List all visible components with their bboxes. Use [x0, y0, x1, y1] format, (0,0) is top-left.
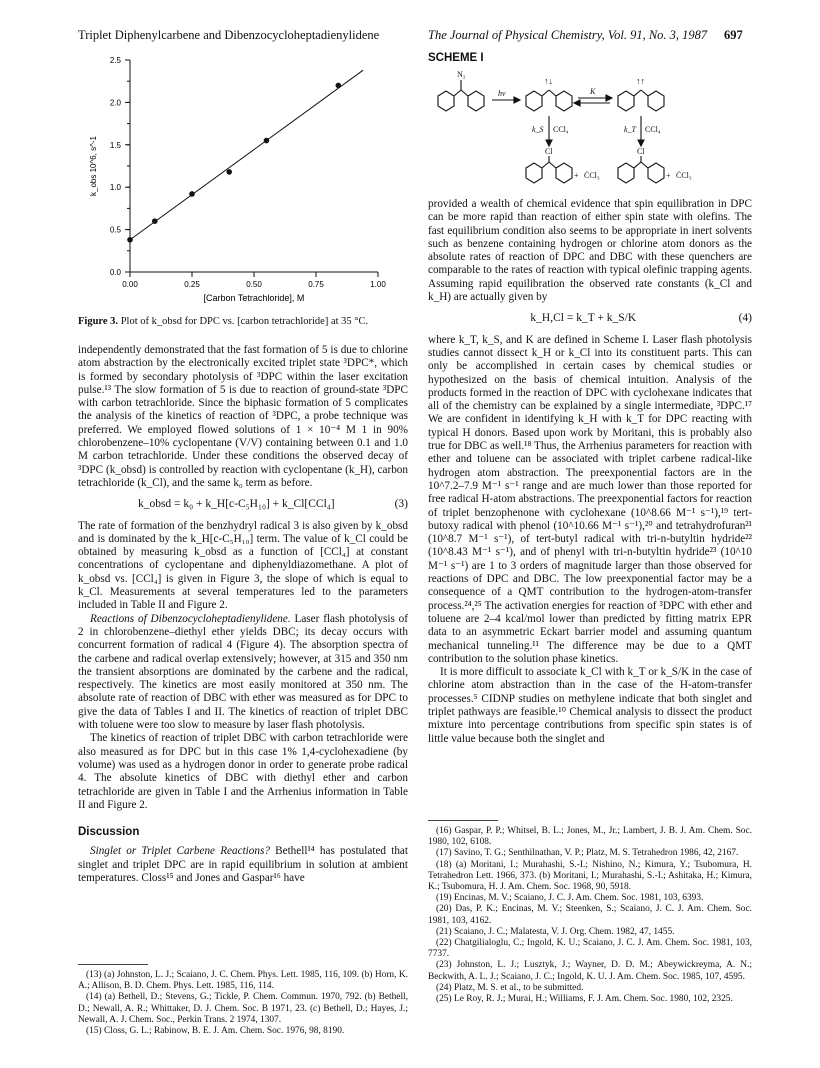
scheme-title: SCHEME I: [428, 52, 484, 64]
footnote-rule-left: [78, 964, 148, 965]
data-point: [152, 218, 158, 224]
reference-item: (16) Gaspar, P. P.; Whitsel, B. L.; Jones, M., Jr.; Lambert, J. B. J. Am. Chem. Soc. 1980, 102, 6108.: [428, 826, 752, 848]
reference-item: (25) Le Roy, R. J.; Murai, H.; Williams, F. J. Am. Chem. Soc. 1980, 102, 2325.: [436, 994, 733, 1005]
reference-item: (23) Johnston, L. J.; Lusztyk, J.; Wayner, D. D. M.; Abeywickreyma, A. N.; Beckwith, A. L. J.; Scaiano, J. C.; Ingold, K. U. J. Am. Chem. Soc. 1985, 107, 4595.: [428, 960, 752, 982]
singlet-spin-arrows: ↑↓: [544, 76, 553, 86]
ks-label: k_S: [532, 125, 544, 134]
paragraph: where k_T, k_S, and K are defined in Scheme I. Laser flash photolysis studies cannot dissect k_H or k_Cl into its constituent parts. This can only be accomplished in certain cases by chemical studies or hypothesized on the basis of chemical intuition. Analysis of the products formed in the reaction of DPC with cyclohexane indicates that all of the chemistry can be explained by a single intermediate, ³DPC.¹⁷ We are confident in identifying k_H with k_T for DPC reacting with typical H donors. Based upon work by Moritani, this is probably also true for DBC as well.¹⁸ Thus, the Arrhenius parameters for reaction with ether and toluene can be associated with triplet carbene radical-like hydrogen atom abstraction. The preexponential factors are in the 10^7.2–7.9 M⁻¹ s⁻¹ range and are much lower than those reported for free radical H-atom abstractions. The preexponential factors for reaction of triplet benzophenone with cyclohexane (10^8.66 M⁻¹ s⁻¹),¹⁹ tert-butoxy radical with phenol (10^10.66 M⁻¹ s⁻¹),²⁰ and tetrahydrofuran²¹ (10^8.7 M⁻¹ s⁻¹), of tert-butyl radical with tri-n-butyltin hydride²² (10^8.43 M⁻¹ s⁻¹), and of phenyl with tri-n-butyltin hydride²³ (10^10 M⁻¹ s⁻¹) are 1 to 3 orders of magnitude larger than those observed for reactions of DPC and DBC. The low preexponential factor may be a consequence of a QMT contribution to the hydrogen-atom-transfer process.²⁴,²⁵ The activation energies for reaction of ³DPC with ether and toluene are 2–4 kcal/mol lower than predicted by fitting matrix EPR data to an asymmetric Eckart barrier model and assuming quantum mechanical tunneling.¹¹ The difference may be due to a QMT contribution to the solution phase kinetics.: [428, 333, 752, 665]
equation-4: [428, 312, 752, 325]
chloride-product-1: [526, 156, 572, 183]
k-label: K: [590, 87, 596, 96]
data-point: [264, 138, 270, 144]
equation-4-formula: k_H,Cl = k_T + k_S/K: [530, 312, 637, 325]
ccl4-label-2: CCl₄: [645, 125, 661, 134]
subsection-run-in-heading: Singlet or Triplet Carbene Reactions?: [90, 845, 270, 858]
data-point: [189, 191, 195, 197]
ccl4-label-1: CCl₄: [553, 125, 569, 134]
ccl3-label-2: ĊCl₃: [676, 171, 692, 180]
x-tick-label: 0.75: [308, 280, 324, 289]
scheme-diagram: [428, 66, 752, 192]
y-tick-label: 0.0: [109, 268, 121, 277]
paragraph: The rate of formation of the benzhydryl radical 3 is also given by k_obsd and is dominated by the k_H[c-C₅H₁₀] term. The value of k_Cl could be obtained by measuring k_obsd as a function of [CCl₄] at constant concentrations of cyclopentane and diphenyldiazomethane. A plot of k_obsd vs. [CCl₄] is given in Figure 3, the slope of which is equal to k_Cl. Measurements at several temperatures led to the parameters included in Table II and Figure 2.: [78, 519, 408, 612]
reference-item: (18) (a) Moritani, I.; Murahashi, S.-I.; Nishino, N.; Kimura, Y.; Tsubomura, H. Tetrahedron Lett. 1966, 373. (b) Moritani, I.; Murahashi, S.-I.; Ashitaka, H.; Kimura, K.; Tsubomura, H. J. Am. Chem. Soc. 1968, 90, 5918.: [428, 859, 752, 893]
equation-4-number: (4): [738, 312, 752, 325]
figure-caption-text: Plot of k_obsd for DPC vs. [carbon tetrachloride] at 35 °C.: [120, 316, 369, 327]
left-references: [78, 970, 408, 1037]
data-point: [127, 237, 133, 243]
figure-caption-label: Figure 3.: [78, 316, 119, 327]
paragraph: provided a wealth of chemical evidence that spin equilibration in DPC can be more rapid than reaction of either spin state with olefins. The fast equilibrium condition also seems to be appropriate in inert solvents such as benzene containing hydrogen or chlorine atom donors as the absolute rates of reaction of DPC and DBC with these quenchers are comparable to the rates of reaction with typical olefinic trapping agents. Assuming rapid equilibration the observed rate constants (k_Cl and k_H) are actually given by: [428, 198, 752, 304]
diazo-compound: [438, 80, 484, 111]
kt-label: k_T: [624, 125, 636, 134]
reference-item: (15) Closs, G. L.; Rabinow, B. E. J. Am. Chem. Soc. 1976, 98, 8190.: [86, 1026, 345, 1037]
paragraph: Singlet or Triplet Carbene Reactions? Bethell¹⁴ has postulated that singlet and triplet DPC are in rapid equilibrium in solution at ambient temperatures. Closs¹⁵ and Jones and Gaspar¹⁶ have: [78, 845, 408, 884]
left-column: [78, 344, 408, 885]
section-heading-discussion: Discussion: [78, 826, 140, 839]
reference-item: (19) Encinas, M. V.; Scaiano, J. C. J. Am. Chem. Soc. 1981, 103, 6393.: [436, 893, 704, 904]
y-axis-label: k_obs 10^6, s^-1: [89, 136, 98, 196]
x-axis-label: [Carbon Tetrachloride], M: [203, 293, 305, 303]
running-head-right: The Journal of Physical Chemistry, Vol. 91, No. 3, 1987: [428, 28, 708, 42]
running-head-left: Triplet Diphenylcarbene and Dibenzocycloheptadienylidene: [78, 28, 380, 42]
x-tick-label: 0.50: [246, 280, 262, 289]
section-run-in-heading: Reactions of Dibenzocycloheptadienylidene.: [90, 612, 291, 625]
figure-3-chart: [78, 50, 408, 312]
n2-label: N₂: [457, 70, 466, 79]
equation-3-number: (3): [394, 498, 408, 511]
paragraph: It is more difficult to associate k_Cl with k_T or k_S/K in the case of chlorine atom abstraction than in the case of the H-atom-transfer processes.⁵ CIDNP studies on methylene indicate that both singlet and triplet pathways are feasible.¹⁰ Chemical analysis to dissect the product mixture into percentage contributions from specific spin states is of little value because both the singlet and: [428, 666, 752, 745]
right-column: [428, 198, 752, 746]
figure-caption: [78, 316, 408, 327]
plus-2: +: [666, 171, 671, 180]
triplet-carbene: [618, 90, 664, 111]
y-tick-label: 2.5: [109, 56, 121, 65]
paragraph: Reactions of Dibenzocycloheptadienylidene. Laser flash photolysis of 2 in chlorobenzene–diethyl ether yields DBC; its decay occurs with concurrent formation of radical 4 (Figure 4). The absorption spectra of the carbene and radical overlap extensively; however, at 315 and 350 nm the transient absorptions are dominated by the carbene and the radical, respectively. The kinetics are most easily monitored at 350 nm. The absolute rate of reaction of DBC with ether was measured as for DPC to give the data of Tables I and II. The kinetics of reaction of triplet DBC with toluene were too slow to measure by laser flash photolysis.: [78, 612, 408, 732]
reference-item: (13) (a) Johnston, L. J.; Scaiano, J. C. Chem. Phys. Lett. 1985, 116, 109. (b) Horn, K. A.; Allison, B. D. Chem. Phys. Lett. 1985, 116, 114.: [78, 970, 408, 992]
paragraph: The kinetics of reaction of triplet DBC with carbon tetrachloride were also measured as for DPC but in this case 1% 1,4-cyclohexadiene (by volume) was used as a hydrogen donor in order to generate probe radical 4. The absolute kinetics of DBC with diethyl ether and carbon tetrachloride are given in Table I and the Arrhenius information in Table II and Figure 2.: [78, 732, 408, 811]
singlet-carbene: [526, 90, 572, 111]
reference-item: (21) Scaiano, J. C.; Malatesta, V. J. Org. Chem. 1982, 47, 1455.: [436, 926, 675, 937]
ccl3-label-1: ĊCl₃: [584, 171, 600, 180]
y-tick-label: 2.0: [109, 98, 121, 108]
x-tick-label: 0.00: [122, 280, 138, 289]
right-references: [428, 826, 752, 1005]
equation-3: [78, 498, 408, 511]
paragraph: independently demonstrated that the fast formation of 5 is due to chlorine atom abstraction by the electronically excited triplet state ³DPC*, which is formed by secondary photolysis of ³DPC within the laser excitation pulse.¹³ The slow formation of 5 is due to reaction of ground-state ³DPC with carbon tetrachloride. Since the biphasic formation of 5 complicates the analysis of the kinetics of reaction of ³DPC, a probe technique was preferred. We employed flowed solutions of 1 × 10⁻⁴ M 1 in 90% chlorobenzene–10% cyclopentane (V/V) containing between 0.1 and 1.0 M carbon tetrachloride. Under these conditions the observed decay of ³DPC (k_obsd) is controlled by reaction with cyclopentane (k_H), carbon tetrachloride (k_Cl), and the same k₀ term as before.: [78, 344, 408, 489]
reference-item: (14) (a) Bethell, D.; Stevens, G.; Tickle, P. Chem. Commun. 1970, 792. (b) Bethell, D.; Newall, A. R.; Whittaker, D. J. Chem. Soc. B 1971, 23. (c) Bethell, D.; Hayes, J.; Newall, A. J. Chem. Soc., Perkin Trans. 2 1974, 1307.: [78, 992, 408, 1025]
page-number: 697: [724, 28, 743, 42]
y-tick-label: 1.0: [109, 183, 121, 193]
chloride-product-2: [618, 156, 664, 183]
hv-label: hν: [498, 89, 506, 98]
x-tick-label: 1.00: [370, 280, 386, 289]
x-tick-label: 0.25: [184, 280, 200, 289]
reference-item: (24) Platz, M. S. et al., to be submitted.: [436, 982, 584, 993]
y-tick-label: 0.5: [109, 225, 121, 235]
reference-item: (22) Chatgilialoglu, C.; Ingold, K. U.; Scaiano, J. C. J. Am. Chem. Soc. 1981, 103, 7737.: [428, 938, 752, 960]
reference-item: (17) Savino, T. G.; Senthilnathan, V. P.; Platz, M. S. Tetrahedron 1986, 42, 2167.: [436, 848, 739, 859]
footnote-rule-right: [428, 820, 498, 821]
fit-line: [130, 70, 363, 240]
equation-3-formula: k_obsd = k₀ + k_H[c-C₅H₁₀] + k_Cl[CCl₄]: [137, 498, 335, 511]
y-tick-label: 1.5: [109, 140, 121, 150]
triplet-spin-arrows: ↑↑: [636, 76, 645, 86]
cl-label-2: Cl: [637, 147, 645, 156]
data-point: [336, 83, 342, 89]
reference-item: (20) Das, P. K.; Encinas, M. V.; Steenken, S.; Scaiano, J. C. J. Am. Chem. Soc. 1981, 103, 4162.: [428, 904, 752, 926]
plus-1: +: [574, 171, 579, 180]
data-point: [226, 169, 232, 175]
cl-label-1: Cl: [545, 147, 553, 156]
